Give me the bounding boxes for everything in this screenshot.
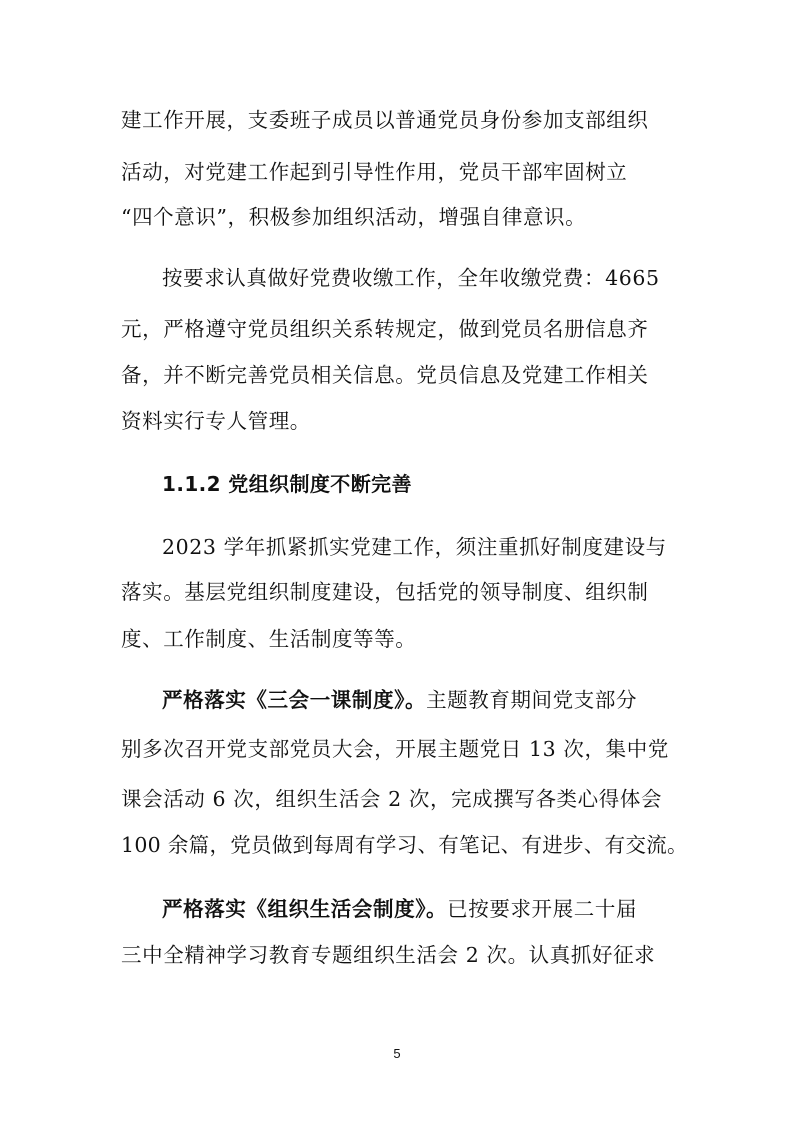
paragraph-5-line-1-rest: 已按要求开展二十届 <box>447 897 638 921</box>
paragraph-4-line-1 <box>162 686 637 714</box>
paragraph-1-line-3: “四个意识”，积极参加组织活动，增强自律意识。 <box>121 205 587 229</box>
paragraph-4-line-3: 课会活动 6 次，组织生活会 2 次，完成撰写各类心得体会 <box>121 787 663 811</box>
paragraph-1-line-2: 活动，对党建工作起到引导性作用，党员干部牢固树立 <box>121 160 628 184</box>
paragraph-4-lead: 严格落实《三会一课制度》。 <box>162 688 427 712</box>
paragraph-5-line-2: 三中全精神学习教育专题组织生活会 2 次。认真抓好征求 <box>121 943 656 967</box>
paragraph-3-line-2: 落实。基层党组织制度建设，包括党的领导制度、组织制 <box>121 580 649 604</box>
paragraph-5-lead: 严格落实《组织生活会制度》。 <box>162 897 448 921</box>
section-heading: 1.1.2 党组织制度不断完善 <box>162 472 412 496</box>
paragraph-3-line-3: 度、工作制度、生活制度等等。 <box>121 627 417 651</box>
page-number: 5 <box>393 1046 401 1061</box>
paragraph-2-line-2: 元，严格遵守党员组织关系转规定，做到党员名册信息齐 <box>121 317 649 341</box>
paragraph-4-line-1-rest: 主题教育期间党支部分 <box>426 688 638 712</box>
paragraph-5-line-1 <box>162 895 637 923</box>
paragraph-1-line-1: 建工作开展，支委班子成员以普通党员身份参加支部组织 <box>121 108 649 132</box>
paragraph-2-line-4: 资料实行专人管理。 <box>121 409 311 433</box>
paragraph-2-line-3: 备，并不断完善党员相关信息。党员信息及党建工作相关 <box>121 363 649 387</box>
paragraph-2-line-1: 按要求认真做好党费收缴工作，全年收缴党费：4665 <box>162 266 660 290</box>
paragraph-3-line-1: 2023 学年抓紧抓实党建工作，须注重抓好制度建设与 <box>162 535 667 559</box>
paragraph-4-line-2: 别多次召开党支部党员大会，开展主题党日 13 次，集中党 <box>121 737 669 761</box>
paragraph-4-line-4: 100 余篇，党员做到每周有学习、有笔记、有进步、有交流。 <box>121 833 688 857</box>
